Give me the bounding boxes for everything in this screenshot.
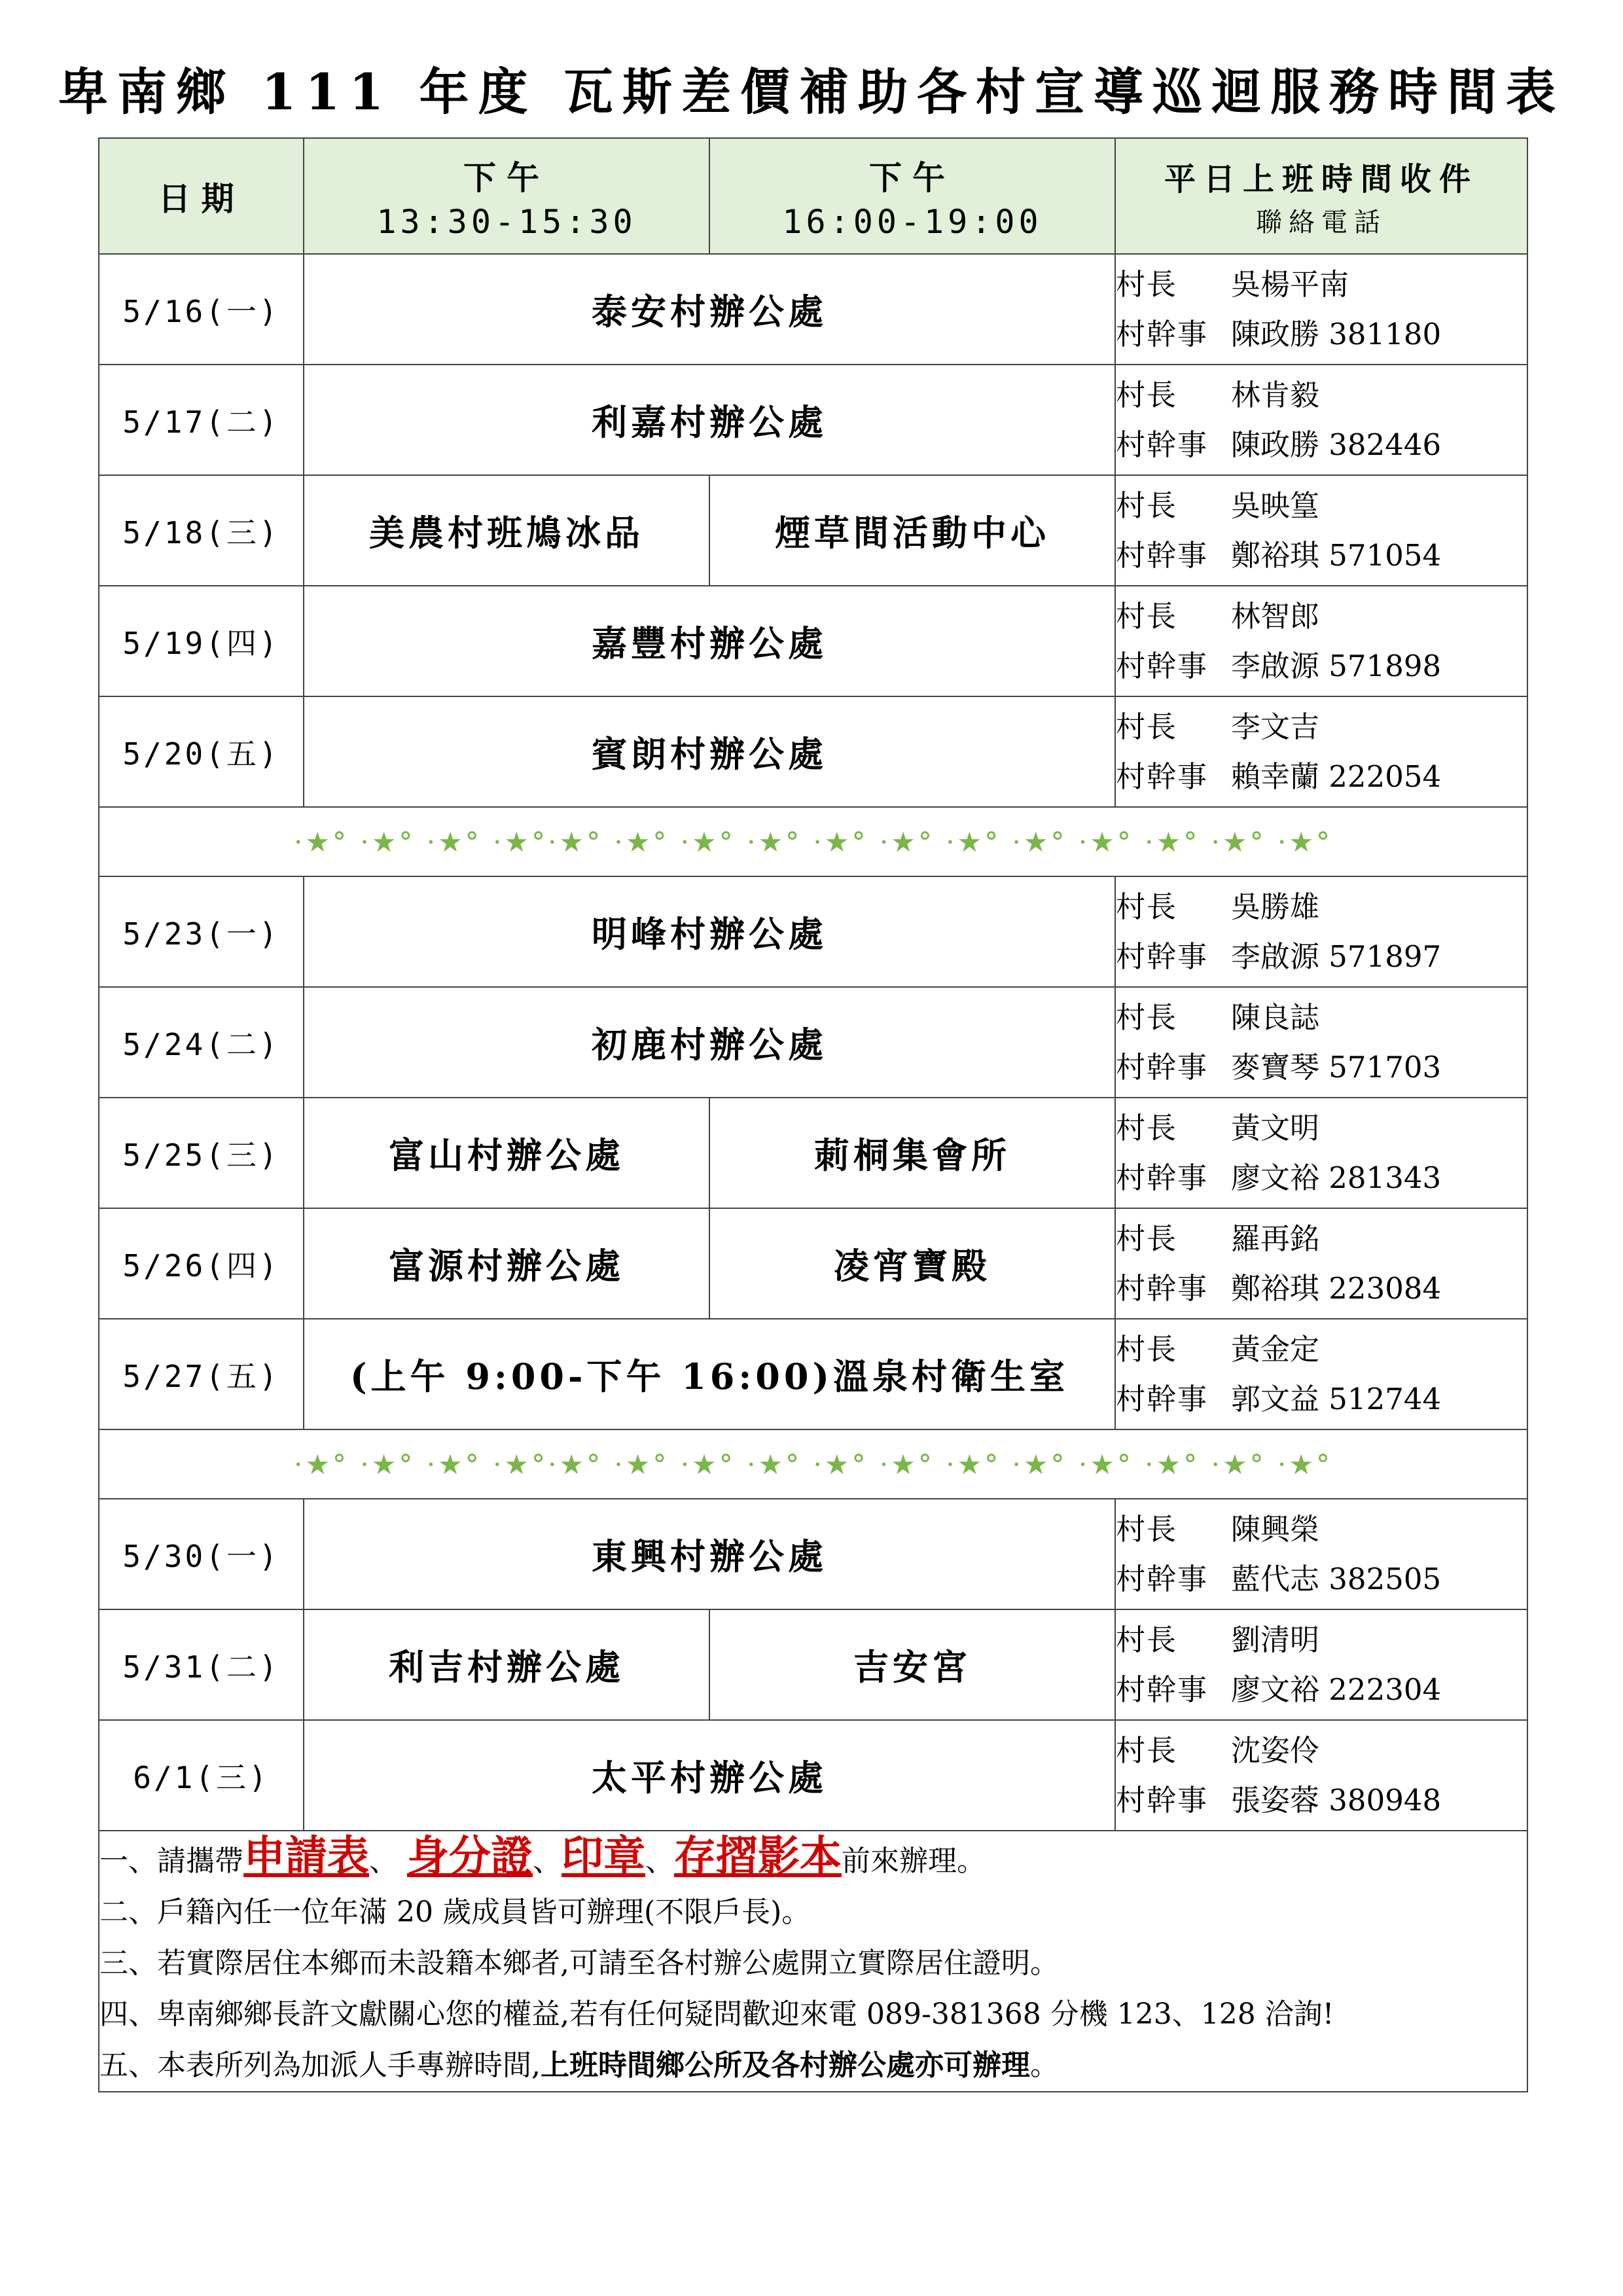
chief-role: 村長 (1116, 889, 1178, 924)
row-contact (1115, 1499, 1527, 1609)
chief-role: 村長 (1116, 1331, 1178, 1367)
schedule-row (99, 586, 1527, 696)
chief-line (1116, 1615, 1527, 1665)
notes-section (99, 1831, 1527, 2092)
chief-role: 村長 (1116, 377, 1178, 412)
chief-line (1116, 993, 1527, 1043)
row-location: 明峰村辦公處 (304, 876, 1115, 987)
header-date: 日期 (99, 138, 304, 254)
row-location-pm1: 富源村辦公處 (304, 1208, 709, 1319)
schedule-row (99, 1098, 1527, 1208)
row-location-pm1: 利吉村辦公處 (304, 1609, 709, 1720)
row-date: 5/18(三) (99, 475, 304, 586)
chief-name: 吳楊平南 (1231, 266, 1349, 302)
row-date: 5/16(一) (99, 254, 304, 365)
clerk-line (1116, 1153, 1527, 1203)
note-1: 一、請攜帶申請表、 身分證、印章、存摺影本前來辦理。 (99, 1832, 986, 1881)
clerk-line (1116, 1374, 1527, 1424)
clerk-name-phone: 張姿蓉 380948 (1231, 1782, 1442, 1818)
row-contact (1115, 1319, 1527, 1429)
clerk-role: 村幹事 (1116, 537, 1209, 573)
page-title: 卑南鄉 111 年度 瓦斯差價補助各村宣導巡迴服務時間表 (58, 63, 1565, 121)
chief-line (1116, 1325, 1527, 1374)
row-date: 5/26(四) (99, 1208, 304, 1319)
clerk-name-phone: 麥寶琴 571703 (1231, 1049, 1442, 1085)
chief-name: 林肯毅 (1231, 377, 1320, 412)
clerk-role: 村幹事 (1116, 316, 1209, 351)
clerk-name-phone: 李啟源 571898 (1231, 648, 1442, 683)
clerk-role: 村幹事 (1116, 1270, 1209, 1306)
note-4: 四、卑南鄉鄉長許文獻關心您的權益,若有任何疑問歡迎來電 089-381368 分機 123、128 洽詢! (99, 1998, 1334, 2031)
row-location: 嘉豐村辦公處 (304, 586, 1115, 696)
chief-name: 黃金定 (1231, 1331, 1320, 1367)
row-contact (1115, 254, 1527, 365)
clerk-name-phone: 鄭裕琪 223084 (1231, 1270, 1442, 1306)
chief-role: 村長 (1116, 1511, 1178, 1547)
clerk-name-phone: 陳政勝 381180 (1231, 316, 1442, 351)
chief-line (1116, 702, 1527, 752)
chief-role: 村長 (1116, 488, 1178, 523)
row-contact (1115, 876, 1527, 987)
row-date: 5/27(五) (99, 1319, 304, 1429)
chief-line (1116, 370, 1527, 420)
required-item: 存摺影本 (674, 1832, 842, 1881)
clerk-name-phone: 廖文裕 222304 (1231, 1672, 1442, 1707)
row-date: 5/23(一) (99, 876, 304, 987)
row-date: 5/31(二) (99, 1609, 304, 1720)
chief-name: 吳勝雄 (1231, 889, 1320, 924)
clerk-name-phone: 郭文益 512744 (1231, 1381, 1442, 1416)
star-divider: ·★° ·★° ·★° ·★°·★° ·★° ·★° ·★° ·★° ·★° ·★° ·★° ·★° ·★° ·★° ·★° (99, 807, 1527, 876)
chief-role: 村長 (1116, 1110, 1178, 1145)
chief-role: 村長 (1116, 1622, 1178, 1657)
chief-role: 村長 (1116, 266, 1178, 302)
chief-role: 村長 (1116, 1221, 1178, 1256)
row-date: 5/19(四) (99, 586, 304, 696)
row-date: 5/30(一) (99, 1499, 304, 1609)
row-location-pm1: 富山村辦公處 (304, 1098, 709, 1208)
divider-row (99, 1429, 1527, 1499)
row-date: 5/17(二) (99, 365, 304, 475)
row-location-pm1: 美農村班鳩冰品 (304, 475, 709, 586)
chief-role: 村長 (1116, 1732, 1178, 1768)
chief-line (1116, 1726, 1527, 1776)
row-contact (1115, 696, 1527, 807)
row-date: 6/1(三) (99, 1720, 304, 1831)
chief-line (1116, 481, 1527, 531)
clerk-role: 村幹事 (1116, 1672, 1209, 1707)
clerk-line (1116, 752, 1527, 802)
row-location: 泰安村辦公處 (304, 254, 1115, 365)
note-2: 二、戶籍內任一位年滿 20 歲成員皆可辦理(不限戶長)。 (99, 1895, 811, 1929)
row-contact (1115, 365, 1527, 475)
clerk-line (1116, 1554, 1527, 1604)
note-3: 三、若實際居住本鄉而未設籍本鄉者,可請至各村辦公處開立實際居住證明。 (99, 1946, 1059, 1980)
chief-name: 林智郎 (1231, 598, 1320, 634)
chief-role: 村長 (1116, 999, 1178, 1035)
clerk-line (1116, 420, 1527, 470)
schedule-row (99, 1720, 1527, 1831)
clerk-name-phone: 李啟源 571897 (1231, 939, 1442, 974)
row-date: 5/25(三) (99, 1098, 304, 1208)
clerk-line (1116, 932, 1527, 982)
clerk-role: 村幹事 (1116, 1782, 1209, 1818)
clerk-role: 村幹事 (1116, 759, 1209, 794)
schedule-row (99, 1609, 1527, 1720)
clerk-name-phone: 藍代志 382505 (1231, 1561, 1442, 1596)
clerk-line (1116, 1043, 1527, 1092)
chief-name: 黃文明 (1231, 1110, 1320, 1145)
row-location: 初鹿村辦公處 (304, 987, 1115, 1098)
row-date: 5/20(五) (99, 696, 304, 807)
schedule-row (99, 987, 1527, 1098)
row-contact (1115, 586, 1527, 696)
row-location: 賓朗村辦公處 (304, 696, 1115, 807)
divider-row (99, 807, 1527, 876)
clerk-line (1116, 1665, 1527, 1715)
schedule-row (99, 1319, 1527, 1429)
chief-name: 李文吉 (1231, 709, 1320, 744)
schedule-row (99, 1499, 1527, 1609)
schedule-row (99, 365, 1527, 475)
chief-name: 羅再銘 (1231, 1221, 1320, 1256)
schedule-row (99, 876, 1527, 987)
schedule-row (99, 254, 1527, 365)
row-location: 太平村辦公處 (304, 1720, 1115, 1831)
chief-line (1116, 1505, 1527, 1554)
schedule-row (99, 475, 1527, 586)
chief-name: 陳興榮 (1231, 1511, 1320, 1547)
clerk-name-phone: 陳政勝 382446 (1231, 427, 1442, 462)
clerk-role: 村幹事 (1116, 1381, 1209, 1416)
clerk-name-phone: 廖文裕 281343 (1231, 1160, 1442, 1195)
required-item: 申請表 (243, 1832, 369, 1881)
clerk-role: 村幹事 (1116, 1160, 1209, 1195)
clerk-line (1116, 531, 1527, 581)
clerk-role: 村幹事 (1116, 1561, 1209, 1596)
row-location-pm2: 吉安宮 (709, 1609, 1115, 1720)
clerk-role: 村幹事 (1116, 427, 1209, 462)
row-contact (1115, 1098, 1527, 1208)
schedule-table (98, 137, 1528, 2092)
chief-name: 陳良誌 (1231, 999, 1320, 1035)
clerk-role: 村幹事 (1116, 648, 1209, 683)
schedule-row (99, 1208, 1527, 1319)
clerk-name-phone: 鄭裕琪 571054 (1231, 537, 1442, 573)
clerk-line (1116, 1776, 1527, 1825)
chief-role: 村長 (1116, 709, 1178, 744)
clerk-name-phone: 賴幸蘭 222054 (1231, 759, 1442, 794)
header-pm2: 下午 16:00-19:00 (709, 138, 1115, 254)
clerk-line (1116, 310, 1527, 359)
chief-line (1116, 882, 1527, 932)
clerk-line (1116, 641, 1527, 691)
row-location-pm2: 莿桐集會所 (709, 1098, 1115, 1208)
row-contact (1115, 1208, 1527, 1319)
header-pm1: 下午 13:30-15:30 (304, 138, 709, 254)
chief-line (1116, 260, 1527, 310)
chief-line (1116, 1214, 1527, 1264)
row-location-pm2: 煙草間活動中心 (709, 475, 1115, 586)
row-location: (上午 9:00-下午 16:00)溫泉村衛生室 (304, 1319, 1115, 1429)
required-item: 印章 (562, 1832, 645, 1881)
chief-line (1116, 592, 1527, 641)
row-location: 利嘉村辦公處 (304, 365, 1115, 475)
chief-line (1116, 1103, 1527, 1153)
chief-name: 劉清明 (1231, 1622, 1320, 1657)
clerk-role: 村幹事 (1116, 939, 1209, 974)
row-contact (1115, 475, 1527, 586)
note-5: 五、本表所列為加派人手專辦時間,上班時間鄉公所及各村辦公處亦可辦理。 (99, 2049, 1059, 2082)
clerk-role: 村幹事 (1116, 1049, 1209, 1085)
schedule-row (99, 696, 1527, 807)
row-date: 5/24(二) (99, 987, 304, 1098)
row-contact (1115, 1720, 1527, 1831)
chief-name: 沈姿伶 (1231, 1732, 1320, 1768)
row-location: 東興村辦公處 (304, 1499, 1115, 1609)
row-location-pm2: 凌宵寶殿 (709, 1208, 1115, 1319)
chief-role: 村長 (1116, 598, 1178, 634)
star-divider: ·★° ·★° ·★° ·★°·★° ·★° ·★° ·★° ·★° ·★° ·★° ·★° ·★° ·★° ·★° ·★° (99, 1429, 1527, 1499)
row-contact (1115, 1609, 1527, 1720)
required-item: 身分證 (407, 1832, 533, 1881)
row-contact (1115, 987, 1527, 1098)
clerk-line (1116, 1264, 1527, 1314)
header-contact: 平日上班時間收件 聯絡電話 (1115, 138, 1527, 254)
chief-name: 吳映篁 (1231, 488, 1320, 523)
header-row (99, 138, 1527, 254)
